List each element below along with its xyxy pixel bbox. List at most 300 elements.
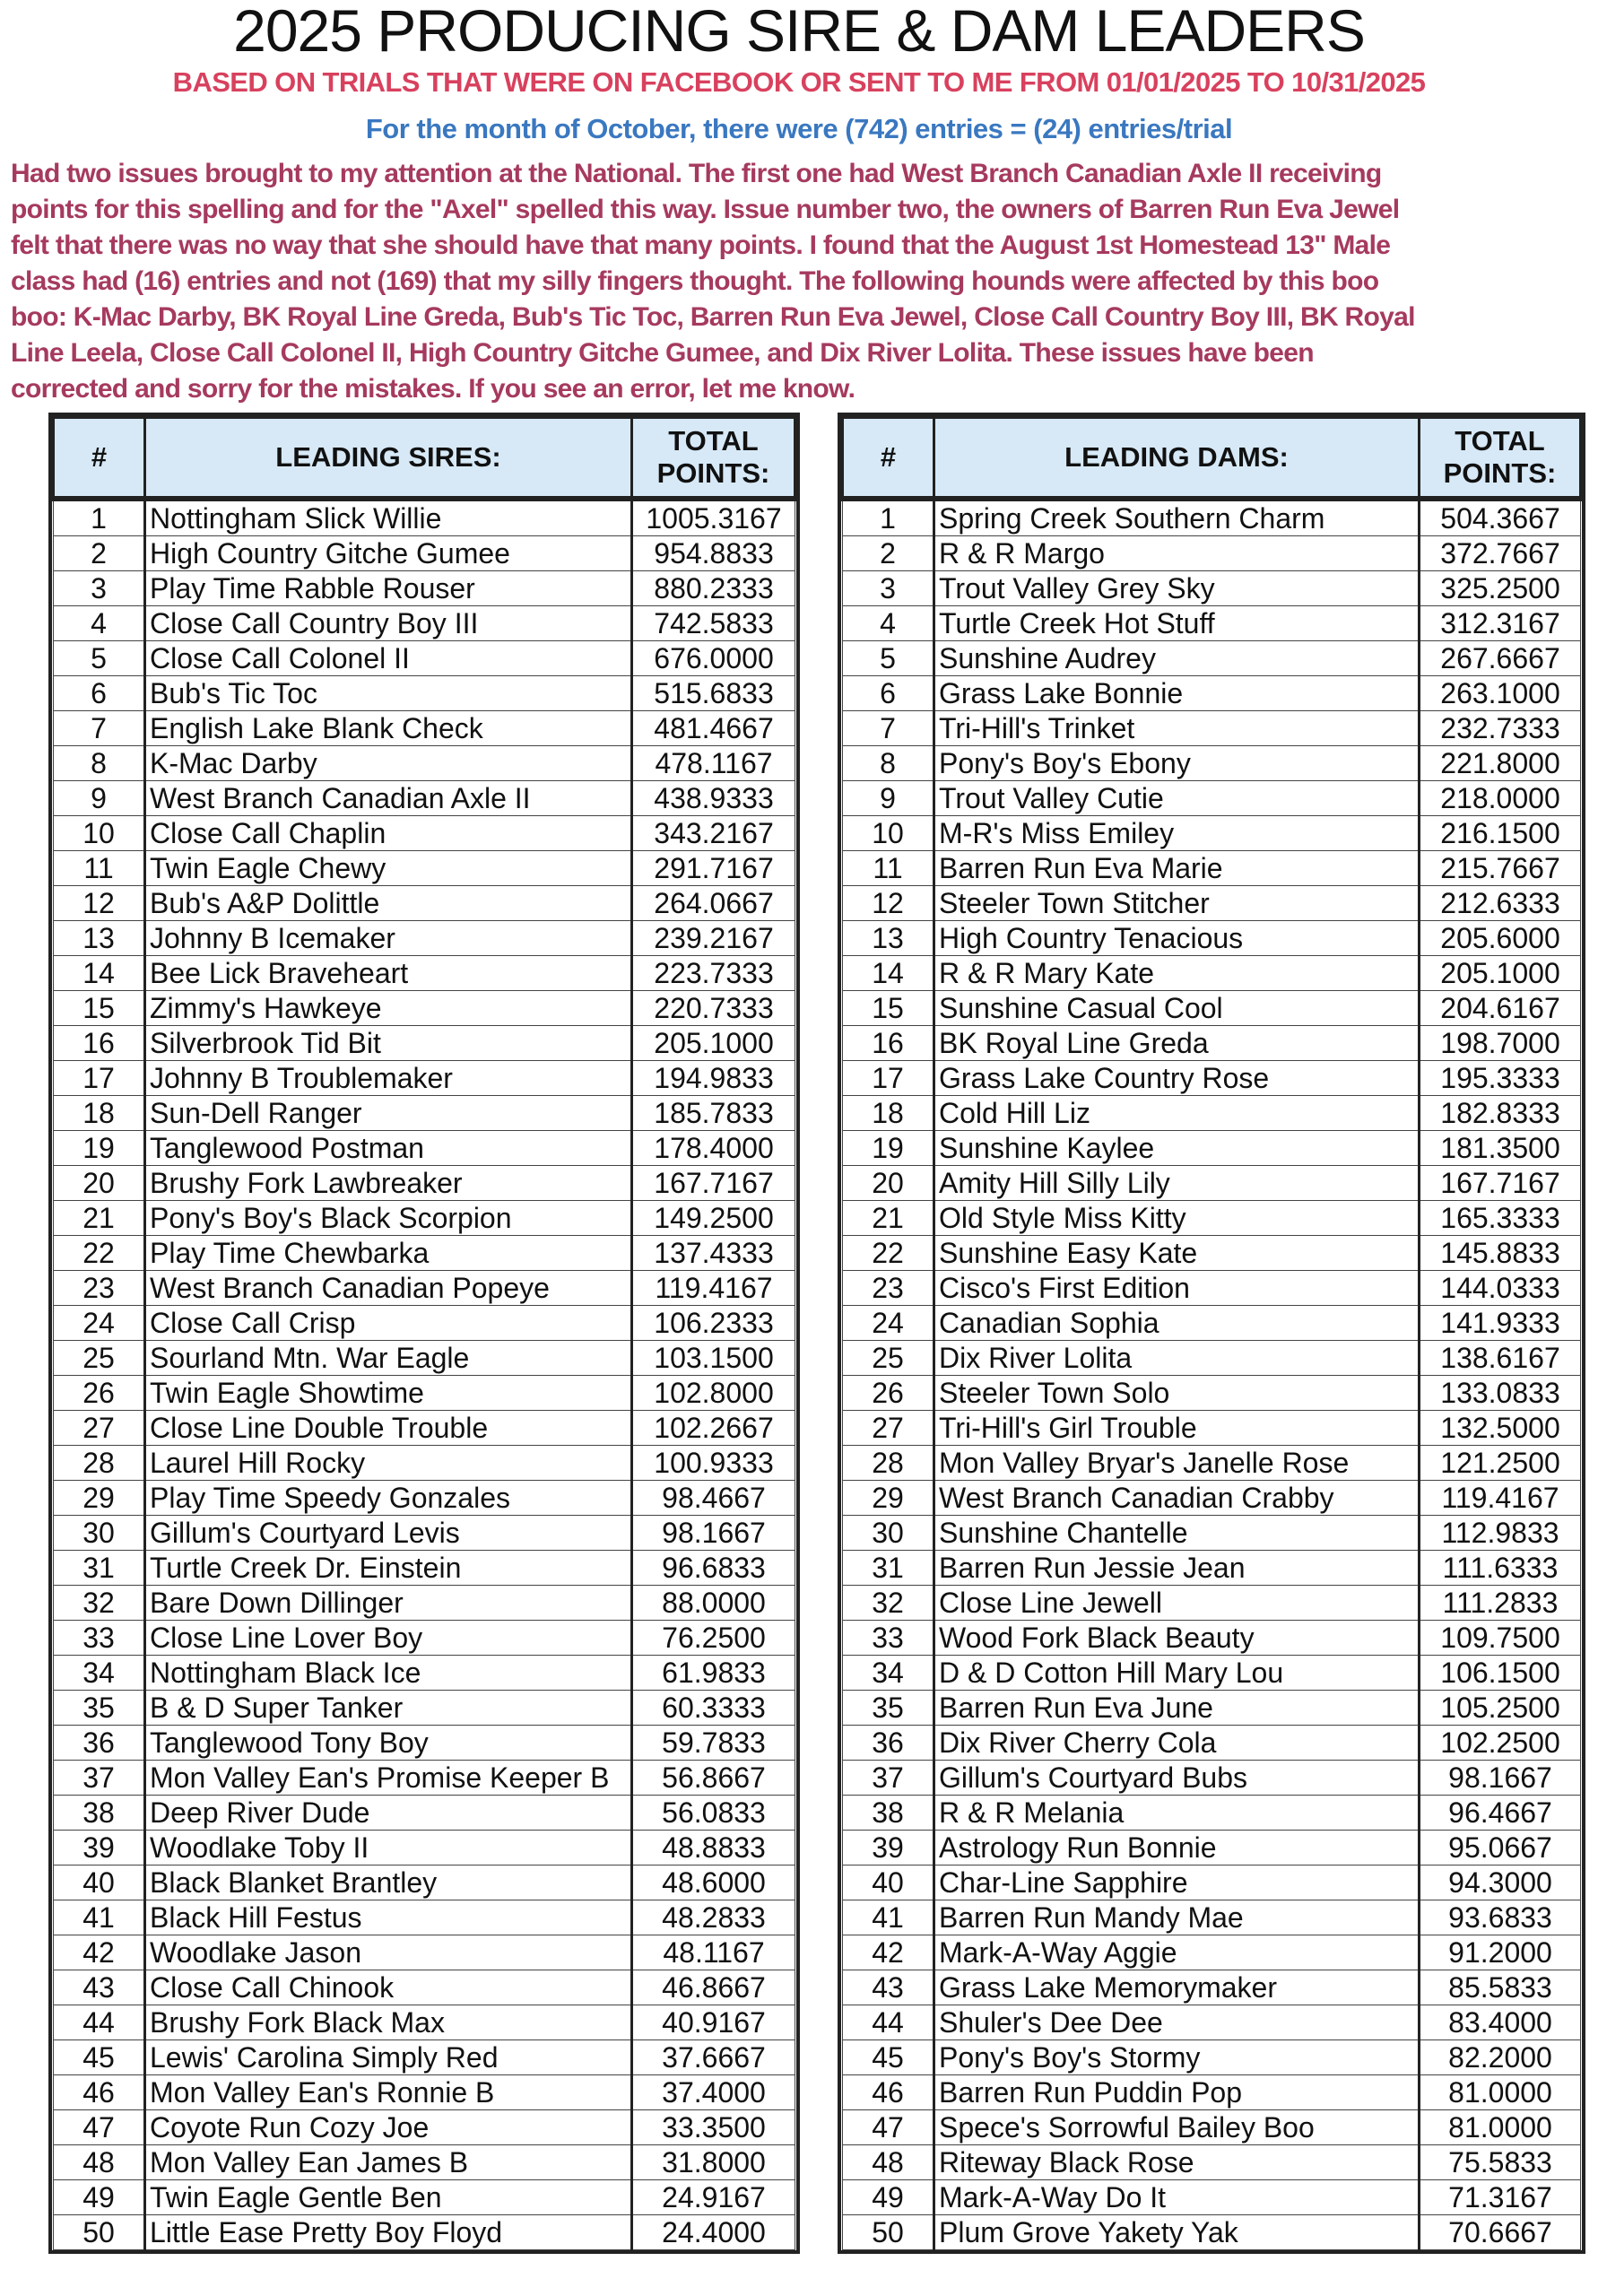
- points-cell: 85.5833: [1420, 1970, 1581, 2005]
- name-cell: Tanglewood Postman: [145, 1131, 632, 1166]
- points-cell: 103.1500: [632, 1341, 795, 1376]
- name-cell: Woodlake Jason: [145, 1935, 632, 1970]
- name-cell: Nottingham Slick Willie: [145, 499, 632, 536]
- table-row: [54, 606, 795, 641]
- name-cell: Char-Line Sapphire: [934, 1866, 1420, 1900]
- rank-cell: 40: [843, 1866, 934, 1900]
- rank-cell: 35: [54, 1691, 145, 1726]
- rank-cell: 31: [843, 1551, 934, 1586]
- rank-cell: 32: [843, 1586, 934, 1621]
- table-header-row: [54, 418, 795, 500]
- table-row: [54, 676, 795, 711]
- points-cell: 24.4000: [632, 2215, 795, 2250]
- table-row: [843, 2145, 1581, 2180]
- date-range-subtitle: BASED ON TRIALS THAT WERE ON FACEBOOK OR SENT TO ME FROM 01/01/2025 TO 10/31/2025: [172, 66, 1426, 98]
- name-cell: Sunshine Kaylee: [934, 1131, 1420, 1166]
- rank-cell: 46: [843, 2075, 934, 2110]
- points-cell: 96.4667: [1420, 1796, 1581, 1831]
- points-cell: 232.7333: [1420, 711, 1581, 746]
- name-cell: Pony's Boy's Stormy: [934, 2040, 1420, 2075]
- table-row: [843, 1621, 1581, 1656]
- rank-cell: 21: [843, 1201, 934, 1236]
- name-cell: Twin Eagle Showtime: [145, 1376, 632, 1411]
- rank-cell: 20: [54, 1166, 145, 1201]
- name-cell: Mon Valley Ean James B: [145, 2145, 632, 2180]
- name-cell: Play Time Chewbarka: [145, 1236, 632, 1271]
- points-cell: 481.4667: [632, 711, 795, 746]
- rank-cell: 17: [54, 1061, 145, 1096]
- points-cell: 70.6667: [1420, 2215, 1581, 2250]
- table-row: [843, 956, 1581, 991]
- points-cell: 138.6167: [1420, 1341, 1581, 1376]
- table-row: [54, 2005, 795, 2040]
- name-cell: Astrology Run Bonnie: [934, 1831, 1420, 1866]
- points-cell: 46.8667: [632, 1970, 795, 2005]
- name-cell: Plum Grove Yakety Yak: [934, 2215, 1420, 2250]
- name-cell: Sunshine Chantelle: [934, 1516, 1420, 1551]
- table-row: [54, 991, 795, 1026]
- rank-cell: 28: [843, 1446, 934, 1481]
- rank-cell: 2: [843, 536, 934, 571]
- points-cell: 91.2000: [1420, 1935, 1581, 1970]
- rank-cell: 36: [54, 1726, 145, 1761]
- rank-cell: 17: [843, 1061, 934, 1096]
- table-row: [54, 711, 795, 746]
- table-row: [843, 1236, 1581, 1271]
- rank-cell: 1: [54, 499, 145, 536]
- name-cell: Close Call Crisp: [145, 1306, 632, 1341]
- name-cell: Little Ease Pretty Boy Floyd: [145, 2215, 632, 2250]
- table-row: [54, 1516, 795, 1551]
- rank-header: #: [54, 418, 145, 500]
- points-cell: 149.2500: [632, 1201, 795, 1236]
- points-cell: 263.1000: [1420, 676, 1581, 711]
- rank-cell: 5: [54, 641, 145, 676]
- table-row: [54, 499, 795, 536]
- points-cell: 94.3000: [1420, 1866, 1581, 1900]
- rank-cell: 38: [843, 1796, 934, 1831]
- rank-cell: 46: [54, 2075, 145, 2110]
- table-row: [54, 1551, 795, 1586]
- rank-cell: 22: [843, 1236, 934, 1271]
- rank-cell: 4: [54, 606, 145, 641]
- table-row: [843, 1656, 1581, 1691]
- name-cell: Play Time Rabble Rouser: [145, 571, 632, 606]
- table-row: [843, 1900, 1581, 1935]
- table-row: [54, 1970, 795, 2005]
- rank-cell: 41: [843, 1900, 934, 1935]
- rank-header: #: [843, 418, 934, 500]
- rank-cell: 31: [54, 1551, 145, 1586]
- table-row: [843, 991, 1581, 1026]
- name-cell: Bare Down Dillinger: [145, 1586, 632, 1621]
- name-cell: High Country Gitche Gumee: [145, 536, 632, 571]
- points-cell: 111.6333: [1420, 1551, 1581, 1586]
- table-row: [843, 1586, 1581, 1621]
- rank-cell: 29: [843, 1481, 934, 1516]
- rank-cell: 37: [843, 1761, 934, 1796]
- name-cell: Bub's Tic Toc: [145, 676, 632, 711]
- rank-cell: 11: [54, 851, 145, 886]
- points-cell: 37.6667: [632, 2040, 795, 2075]
- rank-cell: 29: [54, 1481, 145, 1516]
- name-cell: Sunshine Audrey: [934, 641, 1420, 676]
- points-cell: 478.1167: [632, 746, 795, 781]
- table-row: [843, 1796, 1581, 1831]
- table-row: [54, 1271, 795, 1306]
- rank-cell: 33: [54, 1621, 145, 1656]
- name-cell: Steeler Town Solo: [934, 1376, 1420, 1411]
- table-row: [843, 746, 1581, 781]
- table-row: [54, 956, 795, 991]
- rank-cell: 21: [54, 1201, 145, 1236]
- points-cell: 61.9833: [632, 1656, 795, 1691]
- points-cell: 121.2500: [1420, 1446, 1581, 1481]
- points-cell: 1005.3167: [632, 499, 795, 536]
- table-row: [843, 2180, 1581, 2215]
- rank-cell: 40: [54, 1866, 145, 1900]
- points-cell: 165.3333: [1420, 1201, 1581, 1236]
- points-cell: 194.9833: [632, 1061, 795, 1096]
- table-row: [54, 1306, 795, 1341]
- points-cell: 195.3333: [1420, 1061, 1581, 1096]
- name-cell: Close Call Chaplin: [145, 816, 632, 851]
- name-cell: Spring Creek Southern Charm: [934, 499, 1420, 536]
- rank-cell: 28: [54, 1446, 145, 1481]
- table-row: [843, 1516, 1581, 1551]
- points-cell: 102.2500: [1420, 1726, 1581, 1761]
- table-row: [54, 1411, 795, 1446]
- name-cell: Zimmy's Hawkeye: [145, 991, 632, 1026]
- table-row: [54, 1341, 795, 1376]
- table-row: [843, 1761, 1581, 1796]
- table-row: [843, 1061, 1581, 1096]
- table-row: [54, 2110, 795, 2145]
- table-row: [54, 2215, 795, 2250]
- name-cell: Barren Run Puddin Pop: [934, 2075, 1420, 2110]
- name-cell: Tri-Hill's Girl Trouble: [934, 1411, 1420, 1446]
- table-row: [843, 1446, 1581, 1481]
- rank-cell: 44: [54, 2005, 145, 2040]
- points-cell: 220.7333: [632, 991, 795, 1026]
- points-cell: 60.3333: [632, 1691, 795, 1726]
- points-cell: 75.5833: [1420, 2145, 1581, 2180]
- name-cell: Twin Eagle Chewy: [145, 851, 632, 886]
- table-row: [843, 2215, 1581, 2250]
- name-cell: Grass Lake Bonnie: [934, 676, 1420, 711]
- rank-cell: 30: [843, 1516, 934, 1551]
- rank-cell: 18: [843, 1096, 934, 1131]
- rank-cell: 49: [843, 2180, 934, 2215]
- rank-cell: 47: [843, 2110, 934, 2145]
- table-row: [843, 1726, 1581, 1761]
- points-cell: 98.1667: [632, 1516, 795, 1551]
- points-cell: 31.8000: [632, 2145, 795, 2180]
- points-cell: 312.3167: [1420, 606, 1581, 641]
- name-cell: Close Line Double Trouble: [145, 1411, 632, 1446]
- name-cell: Mark-A-Way Aggie: [934, 1935, 1420, 1970]
- points-cell: 205.1000: [1420, 956, 1581, 991]
- name-cell: Pony's Boy's Black Scorpion: [145, 1201, 632, 1236]
- page-title: 2025 PRODUCING SIRE & DAM LEADERS: [233, 0, 1365, 64]
- points-cell: 111.2833: [1420, 1586, 1581, 1621]
- table-row: [843, 1551, 1581, 1586]
- table-row: [54, 641, 795, 676]
- rank-cell: 25: [843, 1341, 934, 1376]
- name-cell: Mark-A-Way Do It: [934, 2180, 1420, 2215]
- table-header-row: [843, 418, 1581, 500]
- name-cell: Trout Valley Cutie: [934, 781, 1420, 816]
- table-row: [54, 1236, 795, 1271]
- table-row: [54, 1586, 795, 1621]
- name-cell: B & D Super Tanker: [145, 1691, 632, 1726]
- table-row: [843, 781, 1581, 816]
- leading-dams-table: [838, 413, 1585, 2254]
- name-cell: Barren Run Eva Marie: [934, 851, 1420, 886]
- table-row: [843, 886, 1581, 921]
- points-cell: 59.7833: [632, 1726, 795, 1761]
- rank-cell: 50: [54, 2215, 145, 2250]
- name-cell: Grass Lake Memorymaker: [934, 1970, 1420, 2005]
- points-cell: 954.8833: [632, 536, 795, 571]
- rank-cell: 1: [843, 499, 934, 536]
- name-cell: Old Style Miss Kitty: [934, 1201, 1420, 1236]
- name-cell: Silverbrook Tid Bit: [145, 1026, 632, 1061]
- points-cell: 98.1667: [1420, 1761, 1581, 1796]
- points-cell: 325.2500: [1420, 571, 1581, 606]
- rank-cell: 37: [54, 1761, 145, 1796]
- rank-cell: 13: [843, 921, 934, 956]
- table-row: [54, 1061, 795, 1096]
- points-cell: 119.4167: [1420, 1481, 1581, 1516]
- points-cell: 212.6333: [1420, 886, 1581, 921]
- table-row: [843, 2110, 1581, 2145]
- rank-cell: 7: [54, 711, 145, 746]
- points-cell: 109.7500: [1420, 1621, 1581, 1656]
- notice-line: felt that there was no way that she should have that many points. I found that the August 1st Homestead 13" Male: [11, 230, 1391, 260]
- points-cell: 676.0000: [632, 641, 795, 676]
- rank-cell: 15: [54, 991, 145, 1026]
- points-cell: 137.4333: [632, 1236, 795, 1271]
- rank-cell: 23: [843, 1271, 934, 1306]
- table-row: [843, 2075, 1581, 2110]
- table-row: [54, 851, 795, 886]
- rank-cell: 43: [54, 1970, 145, 2005]
- name-cell: Sunshine Easy Kate: [934, 1236, 1420, 1271]
- name-cell: Bub's A&P Dolittle: [145, 886, 632, 921]
- name-cell: R & R Margo: [934, 536, 1420, 571]
- table-row: [54, 571, 795, 606]
- name-cell: Barren Run Eva June: [934, 1691, 1420, 1726]
- table-row: [54, 1796, 795, 1831]
- table-row: [54, 886, 795, 921]
- table-row: [843, 1866, 1581, 1900]
- points-cell: 105.2500: [1420, 1691, 1581, 1726]
- name-cell: Pony's Boy's Ebony: [934, 746, 1420, 781]
- name-cell: Tri-Hill's Trinket: [934, 711, 1420, 746]
- name-cell: Cold Hill Liz: [934, 1096, 1420, 1131]
- name-cell: Woodlake Toby II: [145, 1831, 632, 1866]
- points-cell: 178.4000: [632, 1131, 795, 1166]
- table-row: [54, 1446, 795, 1481]
- points-cell: 343.2167: [632, 816, 795, 851]
- name-cell: Close Call Country Boy III: [145, 606, 632, 641]
- rank-cell: 48: [54, 2145, 145, 2180]
- rank-cell: 8: [54, 746, 145, 781]
- rank-cell: 9: [843, 781, 934, 816]
- rank-cell: 19: [843, 1131, 934, 1166]
- points-cell: 48.2833: [632, 1900, 795, 1935]
- rank-cell: 39: [843, 1831, 934, 1866]
- points-cell: 218.0000: [1420, 781, 1581, 816]
- points-cell: 372.7667: [1420, 536, 1581, 571]
- table-row: [54, 1761, 795, 1796]
- points-cell: 167.7167: [632, 1166, 795, 1201]
- rank-cell: 5: [843, 641, 934, 676]
- rank-cell: 19: [54, 1131, 145, 1166]
- name-cell: Shuler's Dee Dee: [934, 2005, 1420, 2040]
- table-row: [54, 2040, 795, 2075]
- points-cell: 132.5000: [1420, 1411, 1581, 1446]
- points-cell: 216.1500: [1420, 816, 1581, 851]
- name-cell: Riteway Black Rose: [934, 2145, 1420, 2180]
- name-cell: Laurel Hill Rocky: [145, 1446, 632, 1481]
- rank-cell: 38: [54, 1796, 145, 1831]
- notice-line: points for this spelling and for the "Axel" spelled this way. Issue number two, the owners of Barren Run Eva Jewel: [11, 195, 1400, 224]
- name-cell: D & D Cotton Hill Mary Lou: [934, 1656, 1420, 1691]
- name-cell: Canadian Sophia: [934, 1306, 1420, 1341]
- points-cell: 82.2000: [1420, 2040, 1581, 2075]
- points-cell: 267.6667: [1420, 641, 1581, 676]
- table-row: [54, 1866, 795, 1900]
- table-row: [843, 1831, 1581, 1866]
- rank-cell: 35: [843, 1691, 934, 1726]
- table-row: [843, 2040, 1581, 2075]
- rank-cell: 18: [54, 1096, 145, 1131]
- rank-cell: 25: [54, 1341, 145, 1376]
- name-cell: Close Call Colonel II: [145, 641, 632, 676]
- points-cell: 181.3500: [1420, 1131, 1581, 1166]
- table-row: [54, 1026, 795, 1061]
- name-cell: Brushy Fork Lawbreaker: [145, 1166, 632, 1201]
- points-cell: 93.6833: [1420, 1900, 1581, 1935]
- rank-cell: 36: [843, 1726, 934, 1761]
- name-cell: West Branch Canadian Crabby: [934, 1481, 1420, 1516]
- table-row: [843, 1935, 1581, 1970]
- name-cell: K-Mac Darby: [145, 746, 632, 781]
- rank-cell: 26: [843, 1376, 934, 1411]
- points-cell: 515.6833: [632, 676, 795, 711]
- table-row: [54, 536, 795, 571]
- points-cell: 205.6000: [1420, 921, 1581, 956]
- rank-cell: 48: [843, 2145, 934, 2180]
- points-cell: 71.3167: [1420, 2180, 1581, 2215]
- name-cell: Amity Hill Silly Lily: [934, 1166, 1420, 1201]
- rank-cell: 12: [843, 886, 934, 921]
- name-cell: Mon Valley Ean's Promise Keeper B: [145, 1761, 632, 1796]
- name-cell: West Branch Canadian Axle II: [145, 781, 632, 816]
- table-row: [843, 851, 1581, 886]
- table-row: [843, 1411, 1581, 1446]
- rank-cell: 3: [54, 571, 145, 606]
- notice-line: corrected and sorry for the mistakes. If you see an error, let me know.: [11, 374, 855, 404]
- points-cell: 33.3500: [632, 2110, 795, 2145]
- name-cell: Close Call Chinook: [145, 1970, 632, 2005]
- rank-cell: 16: [843, 1026, 934, 1061]
- points-cell: 198.7000: [1420, 1026, 1581, 1061]
- rank-cell: 14: [843, 956, 934, 991]
- name-cell: Turtle Creek Dr. Einstein: [145, 1551, 632, 1586]
- rank-cell: 15: [843, 991, 934, 1026]
- points-cell: 133.0833: [1420, 1376, 1581, 1411]
- table-row: [54, 2145, 795, 2180]
- points-cell: 81.0000: [1420, 2110, 1581, 2145]
- name-cell: Lewis' Carolina Simply Red: [145, 2040, 632, 2075]
- name-cell: Johnny B Icemaker: [145, 921, 632, 956]
- points-cell: 83.4000: [1420, 2005, 1581, 2040]
- points-cell: 223.7333: [632, 956, 795, 991]
- table-row: [54, 816, 795, 851]
- name-cell: English Lake Blank Check: [145, 711, 632, 746]
- table-row: [54, 1726, 795, 1761]
- points-cell: 37.4000: [632, 2075, 795, 2110]
- name-cell: Turtle Creek Hot Stuff: [934, 606, 1420, 641]
- table-row: [54, 1201, 795, 1236]
- table-row: [54, 1831, 795, 1866]
- points-header: [632, 418, 795, 500]
- name-cell: Black Hill Festus: [145, 1900, 632, 1935]
- points-header-line2: POINTS:: [1443, 457, 1557, 489]
- table-row: [54, 2075, 795, 2110]
- points-cell: 221.8000: [1420, 746, 1581, 781]
- monthly-entries-summary: For the month of October, there were (742) entries = (24) entries/trial: [365, 113, 1233, 144]
- table-row: [54, 1166, 795, 1201]
- points-cell: 102.8000: [632, 1376, 795, 1411]
- rank-cell: 27: [843, 1411, 934, 1446]
- table-row: [54, 1621, 795, 1656]
- table-row: [843, 1271, 1581, 1306]
- table-row: [843, 1131, 1581, 1166]
- rank-cell: 45: [843, 2040, 934, 2075]
- name-cell: Nottingham Black Ice: [145, 1656, 632, 1691]
- name-cell: Trout Valley Grey Sky: [934, 571, 1420, 606]
- table-row: [843, 816, 1581, 851]
- table-row: [843, 606, 1581, 641]
- rank-cell: 12: [54, 886, 145, 921]
- table-row: [843, 676, 1581, 711]
- rank-cell: 24: [54, 1306, 145, 1341]
- points-cell: 185.7833: [632, 1096, 795, 1131]
- name-cell: R & R Mary Kate: [934, 956, 1420, 991]
- rank-cell: 49: [54, 2180, 145, 2215]
- name-cell: High Country Tenacious: [934, 921, 1420, 956]
- points-cell: 95.0667: [1420, 1831, 1581, 1866]
- table-row: [54, 2180, 795, 2215]
- name-cell: Cisco's First Edition: [934, 1271, 1420, 1306]
- points-cell: 76.2500: [632, 1621, 795, 1656]
- name-cell: Barren Run Mandy Mae: [934, 1900, 1420, 1935]
- table-row: [843, 1096, 1581, 1131]
- points-cell: 119.4167: [632, 1271, 795, 1306]
- points-cell: 40.9167: [632, 2005, 795, 2040]
- rank-cell: 42: [54, 1935, 145, 1970]
- points-cell: 880.2333: [632, 571, 795, 606]
- rank-cell: 7: [843, 711, 934, 746]
- table-row: [843, 921, 1581, 956]
- rank-cell: 6: [843, 676, 934, 711]
- table-row: [54, 921, 795, 956]
- name-cell: Grass Lake Country Rose: [934, 1061, 1420, 1096]
